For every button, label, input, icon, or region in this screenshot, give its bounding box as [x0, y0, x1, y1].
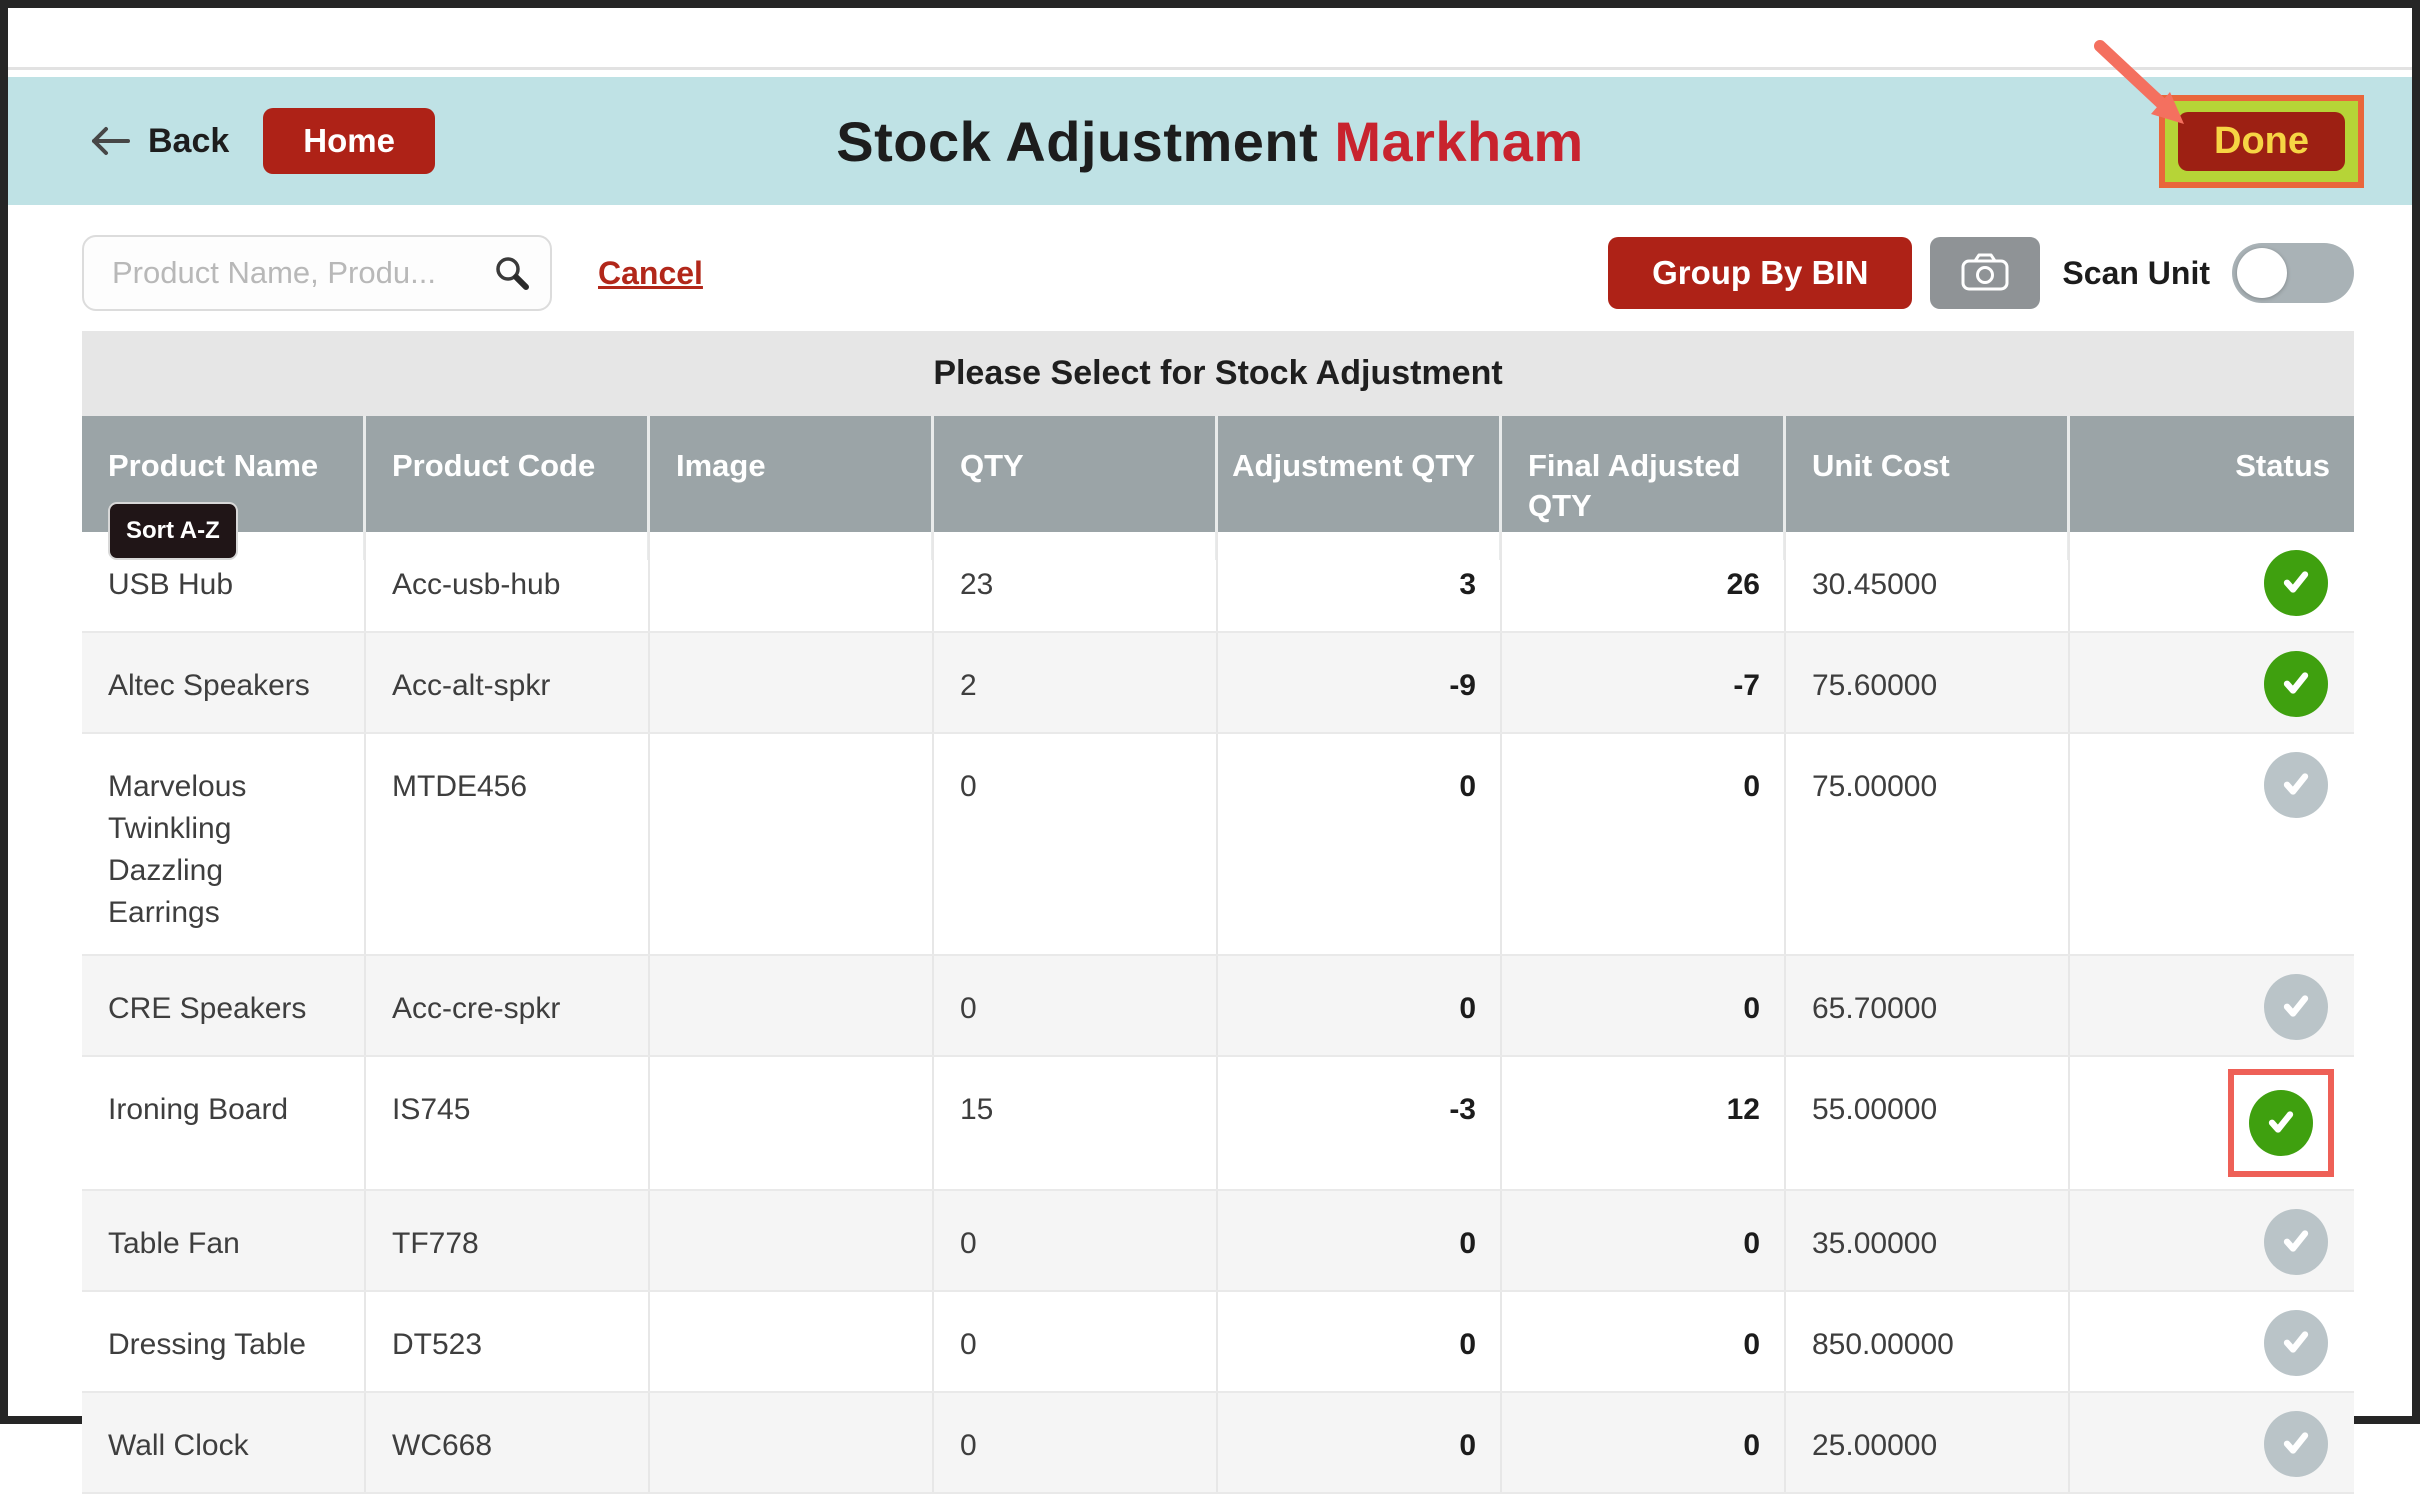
cell-adjustment-qty: 0: [1218, 956, 1502, 1055]
column-header-adjustment-qty: Adjustment QTY: [1218, 416, 1502, 560]
check-icon: [2278, 988, 2314, 1027]
status-check[interactable]: [2264, 1411, 2328, 1477]
status-highlight-box: [2264, 550, 2328, 616]
camera-icon: [1960, 252, 2010, 295]
cell-unit-cost: 25.00000: [1786, 1393, 2070, 1492]
status-highlight-box: [2264, 651, 2328, 717]
cell-unit-cost: 850.00000: [1786, 1292, 2070, 1391]
back-arrow-icon: [88, 124, 132, 158]
cell-adjustment-qty: 0: [1218, 734, 1502, 954]
cell-image: [650, 532, 934, 631]
cell-qty: 2: [934, 633, 1218, 732]
top-strip: [8, 8, 2412, 70]
search-input[interactable]: [82, 235, 552, 311]
cell-image: [650, 633, 934, 732]
cell-product-code: IS745: [366, 1057, 650, 1189]
cell-adjustment-qty: -3: [1218, 1057, 1502, 1189]
cell-product-name: Ironing Board: [82, 1057, 366, 1189]
status-check[interactable]: [2264, 651, 2328, 717]
done-button[interactable]: Done: [2178, 112, 2345, 171]
cell-adjustment-qty: 0: [1218, 1292, 1502, 1391]
stock-table: [82, 331, 2354, 1494]
cell-unit-cost: 35.00000: [1786, 1191, 2070, 1290]
cell-product-name: Altec Speakers: [82, 633, 366, 732]
table-row[interactable]: [82, 633, 2354, 734]
status-cell: [2070, 1191, 2354, 1290]
column-header-status: Status: [2235, 448, 2330, 483]
table-row[interactable]: [82, 1057, 2354, 1191]
table-header-row: [82, 416, 2354, 544]
column-header-unit-cost: Unit Cost: [1786, 416, 2070, 560]
status-cell: [2070, 633, 2354, 732]
status-cell: [2070, 1292, 2354, 1391]
check-icon: [2263, 1104, 2299, 1143]
status-check[interactable]: [2264, 974, 2328, 1040]
cell-product-name: Marvelous Twinkling Dazzling Earrings: [82, 734, 366, 954]
cell-final-adjusted-qty: 12: [1502, 1057, 1786, 1189]
status-check[interactable]: [2264, 752, 2328, 818]
cell-product-name: CRE Speakers: [82, 956, 366, 1055]
cell-product-name: Wall Clock: [82, 1393, 366, 1492]
table-row[interactable]: [82, 532, 2354, 633]
cell-unit-cost: 30.45000: [1786, 532, 2070, 631]
cell-product-code: Acc-cre-spkr: [366, 956, 650, 1055]
status-cell: [2070, 532, 2354, 631]
cell-qty: 23: [934, 532, 1218, 631]
cell-image: [650, 1057, 934, 1189]
cell-product-name: Table Fan: [82, 1191, 366, 1290]
done-highlight-box: [2159, 95, 2364, 188]
status-highlight-box: [2264, 974, 2328, 1040]
status-highlight-box: [2264, 1310, 2328, 1376]
scan-unit-toggle[interactable]: [2232, 243, 2354, 303]
status-cell: [2070, 956, 2354, 1055]
check-icon: [2278, 1425, 2314, 1464]
status-check[interactable]: [2264, 550, 2328, 616]
check-icon: [2278, 1324, 2314, 1363]
status-check[interactable]: [2264, 1310, 2328, 1376]
table-row[interactable]: [82, 1292, 2354, 1393]
table-row[interactable]: [82, 1393, 2354, 1494]
cell-product-code: MTDE456: [366, 734, 650, 954]
scan-unit-label: Scan Unit: [2062, 254, 2210, 291]
cell-image: [650, 734, 934, 954]
column-header-qty: QTY: [934, 416, 1218, 560]
status-highlight-box: [2264, 752, 2328, 818]
column-header-product-name: Product Name Sort A-Z: [82, 416, 366, 560]
cell-image: [650, 956, 934, 1055]
controls-row: [82, 235, 2354, 311]
column-header-product-code: Product Code: [366, 416, 650, 560]
table-row[interactable]: [82, 734, 2354, 956]
status-cell: [2070, 1393, 2354, 1492]
cell-product-code: Acc-usb-hub: [366, 532, 650, 631]
check-icon: [2278, 665, 2314, 704]
back-button[interactable]: [88, 122, 229, 161]
cell-unit-cost: 75.60000: [1786, 633, 2070, 732]
table-body: [82, 532, 2354, 1494]
cell-final-adjusted-qty: 0: [1502, 956, 1786, 1055]
cell-adjustment-qty: 3: [1218, 532, 1502, 631]
cell-final-adjusted-qty: -7: [1502, 633, 1786, 732]
status-highlight-box: [2264, 1411, 2328, 1477]
cell-product-code: WC668: [366, 1393, 650, 1492]
cell-image: [650, 1393, 934, 1492]
check-icon: [2278, 1223, 2314, 1262]
cell-final-adjusted-qty: 0: [1502, 1393, 1786, 1492]
cell-unit-cost: 55.00000: [1786, 1057, 2070, 1189]
camera-button[interactable]: [1930, 237, 2040, 309]
cancel-link[interactable]: Cancel: [598, 254, 703, 291]
cell-product-code: TF778: [366, 1191, 650, 1290]
cell-image: [650, 1191, 934, 1290]
check-icon: [2278, 766, 2314, 805]
page-title-location: Markham: [1334, 109, 1584, 173]
cell-adjustment-qty: 0: [1218, 1191, 1502, 1290]
back-label: Back: [148, 121, 230, 160]
sort-az-badge[interactable]: Sort A-Z: [108, 502, 238, 560]
toggle-knob: [2237, 248, 2287, 298]
table-row[interactable]: [82, 1191, 2354, 1292]
table-row[interactable]: [82, 956, 2354, 1057]
table-caption: Please Select for Stock Adjustment: [82, 331, 2354, 416]
cell-product-code: DT523: [366, 1292, 650, 1391]
group-by-bin-button[interactable]: Group By BIN: [1608, 237, 1912, 309]
cell-adjustment-qty: 0: [1218, 1393, 1502, 1492]
cell-unit-cost: 75.00000: [1786, 734, 2070, 954]
check-icon: [2278, 564, 2314, 603]
cell-product-name: Dressing Table: [82, 1292, 366, 1391]
cell-qty: 0: [934, 1191, 1218, 1290]
status-cell: [2070, 1057, 2354, 1189]
search-box: [82, 235, 552, 311]
status-check[interactable]: [2249, 1090, 2313, 1156]
cell-final-adjusted-qty: 0: [1502, 1292, 1786, 1391]
cell-adjustment-qty: -9: [1218, 633, 1502, 732]
cell-unit-cost: 65.70000: [1786, 956, 2070, 1055]
cell-final-adjusted-qty: 26: [1502, 532, 1786, 631]
cell-qty: 0: [934, 1393, 1218, 1492]
status-highlight-box: [2228, 1069, 2334, 1177]
column-header-image: Image: [650, 416, 934, 560]
cell-qty: 15: [934, 1057, 1218, 1189]
cell-image: [650, 1292, 934, 1391]
cell-qty: 0: [934, 956, 1218, 1055]
status-highlight-box: [2264, 1209, 2328, 1275]
header-bar: [8, 77, 2412, 205]
home-button[interactable]: Home: [263, 108, 435, 174]
status-cell: [2070, 734, 2354, 954]
cell-product-code: Acc-alt-spkr: [366, 633, 650, 732]
cell-final-adjusted-qty: 0: [1502, 1191, 1786, 1290]
cell-product-name: USB Hub: [82, 532, 366, 631]
page-title-text: Stock Adjustment: [836, 109, 1319, 173]
status-check[interactable]: [2264, 1209, 2328, 1275]
cell-qty: 0: [934, 1292, 1218, 1391]
search-icon[interactable]: [494, 255, 530, 296]
cell-qty: 0: [934, 734, 1218, 954]
column-header-final-adjusted-qty: Final Adjusted QTY: [1502, 416, 1786, 560]
right-controls: [1608, 237, 2354, 309]
cell-final-adjusted-qty: 0: [1502, 734, 1786, 954]
